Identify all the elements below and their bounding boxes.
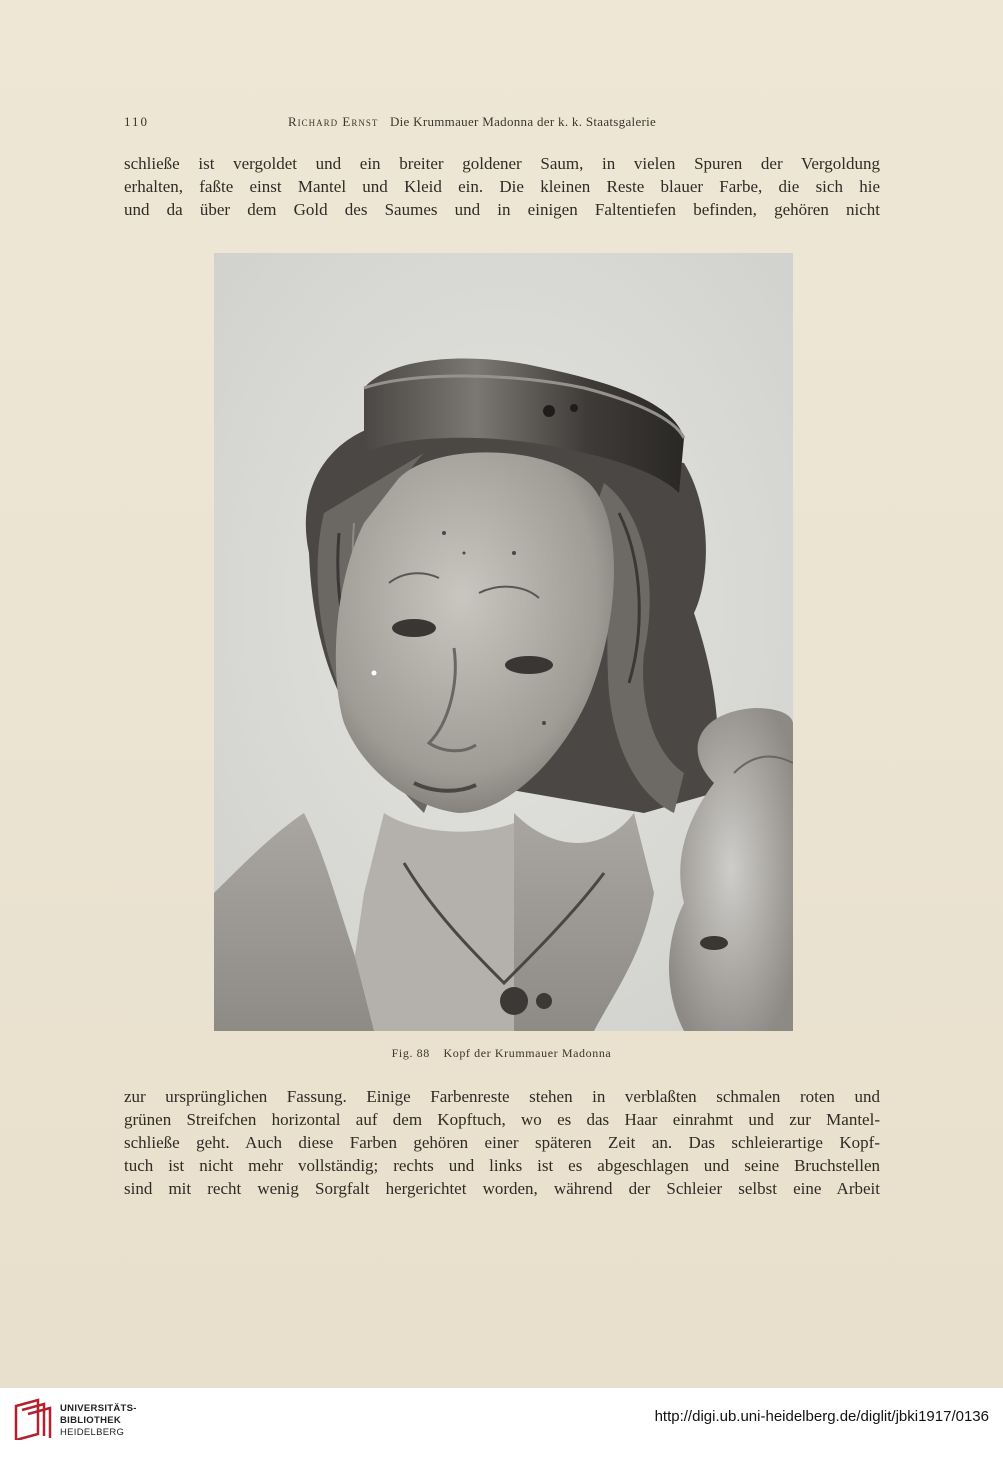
permalink-url[interactable]: http://digi.ub.uni-heidelberg.de/diglit/jbki1917/0136 [654, 1408, 989, 1425]
figure-caption-text: Kopf der Krummauer Madonna [443, 1046, 612, 1060]
library-logo-icon[interactable] [12, 1396, 56, 1440]
text-line: erhalten, faßte einst Mantel und Kleid ein. Die kleinen Reste blauer Farbe, die sich hie [124, 177, 880, 196]
digitization-footer [0, 1388, 1003, 1458]
text-line: schließe geht. Auch diese Farben gehören einer späteren Zeit an. Das schleierartige Kopf- [124, 1133, 880, 1152]
library-name-line: BIBLIOTHEK [60, 1415, 122, 1426]
running-head-title: Die Krummauer Madonna der k. k. Staatsgalerie [389, 114, 657, 129]
page-number: 110 [124, 114, 150, 129]
paragraph-bottom [124, 1085, 880, 1200]
text-line: und da über dem Gold des Saumes und in einigen Faltentiefen befinden, gehören nicht [124, 200, 880, 219]
text-line: tuch ist nicht mehr vollständig; rechts und links ist es abgeschlagen und seine Bruchstellen [124, 1156, 880, 1175]
text-line: schließe ist vergoldet und ein breiter goldener Saum, in vielen Spuren der Vergoldung [124, 154, 880, 173]
text-line: sind mit recht wenig Sorgfalt hergerichtet worden, während der Schleier selbst eine Arbeit [124, 1179, 880, 1198]
text-line: grünen Streifchen horizontal auf dem Kopftuch, wo es das Haar einrahmt und zur Mantel- [124, 1110, 880, 1129]
library-name-line: UNIVERSITÄTS- [60, 1403, 137, 1414]
running-head-author: Richard Ernst [288, 114, 379, 129]
paragraph-top [124, 152, 880, 221]
text-line: zur ursprünglichen Fassung. Einige Farbenreste stehen in verblaßten schmalen roten und [124, 1087, 880, 1106]
running-title [288, 114, 656, 130]
madonna-head-photograph [214, 253, 793, 1031]
library-name-line: HEIDELBERG [60, 1427, 125, 1438]
figure-caption [0, 1046, 1003, 1061]
running-head [124, 114, 880, 134]
figure-number: Fig. 88 [391, 1046, 430, 1060]
library-name[interactable] [60, 1403, 137, 1439]
photo-illustration [214, 253, 793, 1031]
